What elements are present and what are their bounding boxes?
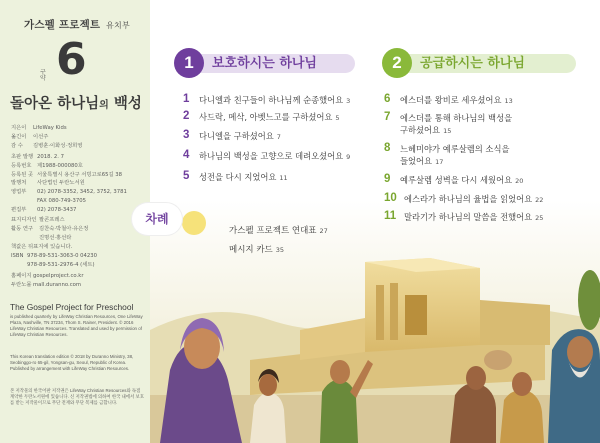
book-title-end: 백성 <box>113 96 142 112</box>
credit-key: 지은이 <box>11 125 27 131</box>
volume-label: 구약 <box>40 69 46 82</box>
design-key: 활동 연구 <box>11 225 34 232</box>
isbn-block <box>11 252 97 270</box>
colophon-sidebar <box>0 0 150 443</box>
web-row <box>11 281 84 290</box>
isbn-key <box>11 261 27 270</box>
pub-row <box>11 153 127 162</box>
pub-value: 서울특별시 용산구 서빙고로65길 38 <box>37 171 123 178</box>
page-number: 13 <box>504 97 513 105</box>
isbn-row <box>11 252 97 261</box>
isbn-key: ISBN <box>11 253 24 259</box>
extra-title: 메시지 카드 <box>229 245 273 255</box>
price-note: 책값은 뒤표지에 있습니다. <box>11 244 73 250</box>
timeline-entry[interactable] <box>229 224 328 236</box>
pub-value: FAX 080-749-3705 <box>37 197 87 204</box>
jar-icon <box>484 350 512 370</box>
lesson-title: 에스더를 왕비로 세우셨어요 <box>400 95 502 105</box>
pub-key: 등록번호 <box>11 162 32 169</box>
design-value: 팔콘프레스 <box>39 217 65 223</box>
lesson-number: 8 <box>384 142 391 154</box>
page-number: 20 <box>515 177 524 185</box>
page-number: 17 <box>435 158 444 166</box>
pub-row <box>11 162 127 171</box>
lesson-title: 다니엘과 친구들이 하나님께 순종했어요 <box>199 95 344 105</box>
table-of-contents <box>145 0 600 443</box>
pub-row <box>11 197 127 206</box>
credit-row <box>11 142 82 151</box>
book-title <box>10 92 142 113</box>
book-title-particle: 의 <box>99 100 109 111</box>
lesson-title: 다니엘을 구하셨어요 <box>199 131 274 141</box>
design-key <box>11 234 39 243</box>
pub-row <box>11 206 127 215</box>
crowd-face <box>512 372 532 396</box>
pub-key: 발행처 <box>11 180 27 187</box>
lesson-title: 느헤미야가 예루살렘의 소식을 <box>400 144 510 154</box>
lesson-title: 예루살렘 성벽을 다시 세웠어요 <box>400 175 513 185</box>
publication-block <box>11 153 127 215</box>
temple-door <box>405 295 427 335</box>
gospel-project-title: The Gospel Project for Preschool <box>10 302 134 312</box>
credit-value: 김병훈·이화성·정희영 <box>33 142 83 149</box>
isbn-value: 978-89-531-2976-4 (세트) <box>27 261 95 268</box>
web-row <box>11 272 84 281</box>
web-key: 두란노몰 <box>11 281 32 288</box>
pub-key <box>11 197 37 206</box>
message-card-entry[interactable] <box>229 243 284 255</box>
lesson-number: 10 <box>384 192 397 204</box>
mall-url: mall.duranno.com <box>33 281 82 288</box>
pub-key: 편집부 <box>11 206 27 213</box>
lesson-title-line2: 구하셨어요 <box>400 125 441 135</box>
pub-value: 사단법인 두란노서원 <box>37 180 85 187</box>
crowd-face <box>466 366 486 390</box>
temple-wall-right <box>480 300 550 345</box>
series-title <box>24 17 130 32</box>
unit-2-badge: 2 <box>382 48 412 78</box>
series-name: 가스펠 프로젝트 <box>24 19 101 31</box>
unit-2-title: 공급하시는 하나님 <box>398 54 576 73</box>
pub-value: 02) 2078-3437 <box>37 206 77 213</box>
toc-label: 차례 <box>132 203 182 235</box>
publisher-note: is published quarterly by LifeWay Christian Resources, One LifeWay Plaza, Nashville, TN 37234, Thom S. Rainer, President. © 2016 LifeWay Christian Resources. Translated and used by permission of LifeWay Christian Resources. <box>10 314 143 337</box>
lesson-number: 5 <box>183 170 190 182</box>
credit-key: 감 수 <box>11 142 23 149</box>
credit-row <box>11 133 82 142</box>
copyright-note: 본 저작물의 한국어판 저작권은 LifeWay Christian Resources와 독점 계약한 두란노서원에 있습니다. 신 저작권법에 의하여 한국 내에서 보호를 받는 저작물이므로 무단 전재와 무단 복제를 금합니다. <box>10 388 144 405</box>
lesson-number: 11 <box>384 210 397 222</box>
lesson-title: 에스더를 통해 하나님의 백성을 <box>400 113 513 123</box>
lesson-number: 7 <box>384 111 391 123</box>
lesson-number: 4 <box>183 149 190 161</box>
design-row <box>11 216 88 225</box>
web-block <box>11 272 84 290</box>
pub-key: 등록된 곳 <box>11 171 34 178</box>
page-number: 7 <box>276 133 281 141</box>
temple-pillar <box>376 285 384 340</box>
page-number: 3 <box>346 97 351 105</box>
child-face <box>259 374 277 396</box>
homepage-url: gospelproject.co.kr <box>33 273 84 279</box>
credit-value: LifeWay Kids <box>33 125 67 131</box>
extra-title: 가스펠 프로젝트 연대표 <box>229 226 317 236</box>
series-sub: 유치부 <box>106 21 130 30</box>
lesson-title: 하나님의 백성을 고향으로 데려오셨어요 <box>199 151 344 161</box>
sun-icon <box>182 211 206 235</box>
pub-row <box>11 171 127 180</box>
pub-value: 02) 2078-3352, 3452, 3752, 3781 <box>37 189 127 196</box>
lesson-title-line2: 들었어요 <box>400 156 433 166</box>
pub-value: 2018. 2. 7 <box>37 154 64 160</box>
temple-pillar <box>390 283 398 340</box>
lesson-title: 사드락, 메삭, 아벳느고를 구하셨어요 <box>199 112 333 122</box>
pub-row <box>11 179 127 188</box>
credits-block <box>11 124 82 150</box>
man-face <box>330 360 350 384</box>
lesson-number: 1 <box>183 93 190 105</box>
book-title-main: 돌아온 하나님 <box>10 96 100 112</box>
lesson-number: 6 <box>384 93 391 105</box>
credit-value: 이선주 <box>33 133 49 140</box>
lesson-number: 9 <box>384 173 391 185</box>
web-key: 홈페이지 <box>11 273 32 279</box>
design-key: 표지디자인 <box>11 217 37 223</box>
isbn-value: 978-89-531-3063-0 04230 <box>27 253 97 259</box>
page-number: 35 <box>275 246 285 254</box>
credit-key: 옮긴이 <box>11 133 27 140</box>
lesson-title: 성전을 다시 지었어요 <box>199 172 277 182</box>
page-number: 22 <box>535 196 544 204</box>
page-number: 5 <box>335 114 340 122</box>
lesson-title: 말라기가 하나님의 말씀을 전했어요 <box>404 212 533 222</box>
lesson-title: 에스라가 하나님의 율법을 읽었어요 <box>404 194 533 204</box>
credit-row <box>11 124 82 133</box>
page-number: 27 <box>319 227 328 235</box>
old-man-face <box>567 336 593 368</box>
design-row <box>11 225 88 234</box>
pub-key: 초판 발행 <box>11 154 34 160</box>
pub-key: 영업부 <box>11 189 27 196</box>
page-number: 9 <box>346 153 351 161</box>
isbn-row <box>11 261 97 270</box>
page-number: 15 <box>443 127 452 135</box>
page-number: 11 <box>279 174 288 182</box>
unit-1-title: 보호하시는 하나님 <box>190 54 355 73</box>
page-number: 25 <box>535 214 544 222</box>
pub-value: 제1988-000080호 <box>37 162 83 169</box>
translation-note: This Korean translation edition © 2018 by Duranno Ministry, 38, Seobinggo-ro 65-gil, Yongsan-gu, Seoul, Republic of Korea. Published by arrangement with LifeWay Christian Resources. <box>10 354 134 371</box>
design-row <box>11 234 88 243</box>
design-block <box>11 216 88 242</box>
pub-row <box>11 188 127 197</box>
lesson-number: 2 <box>183 110 190 122</box>
lesson-number: 3 <box>183 129 190 141</box>
unit-1-badge: 1 <box>174 48 204 78</box>
volume-number: 6 <box>56 34 87 85</box>
design-value: 김찬숙·박철아·유은정 <box>39 225 89 232</box>
design-value: 진명선·홍선타 <box>39 234 72 241</box>
